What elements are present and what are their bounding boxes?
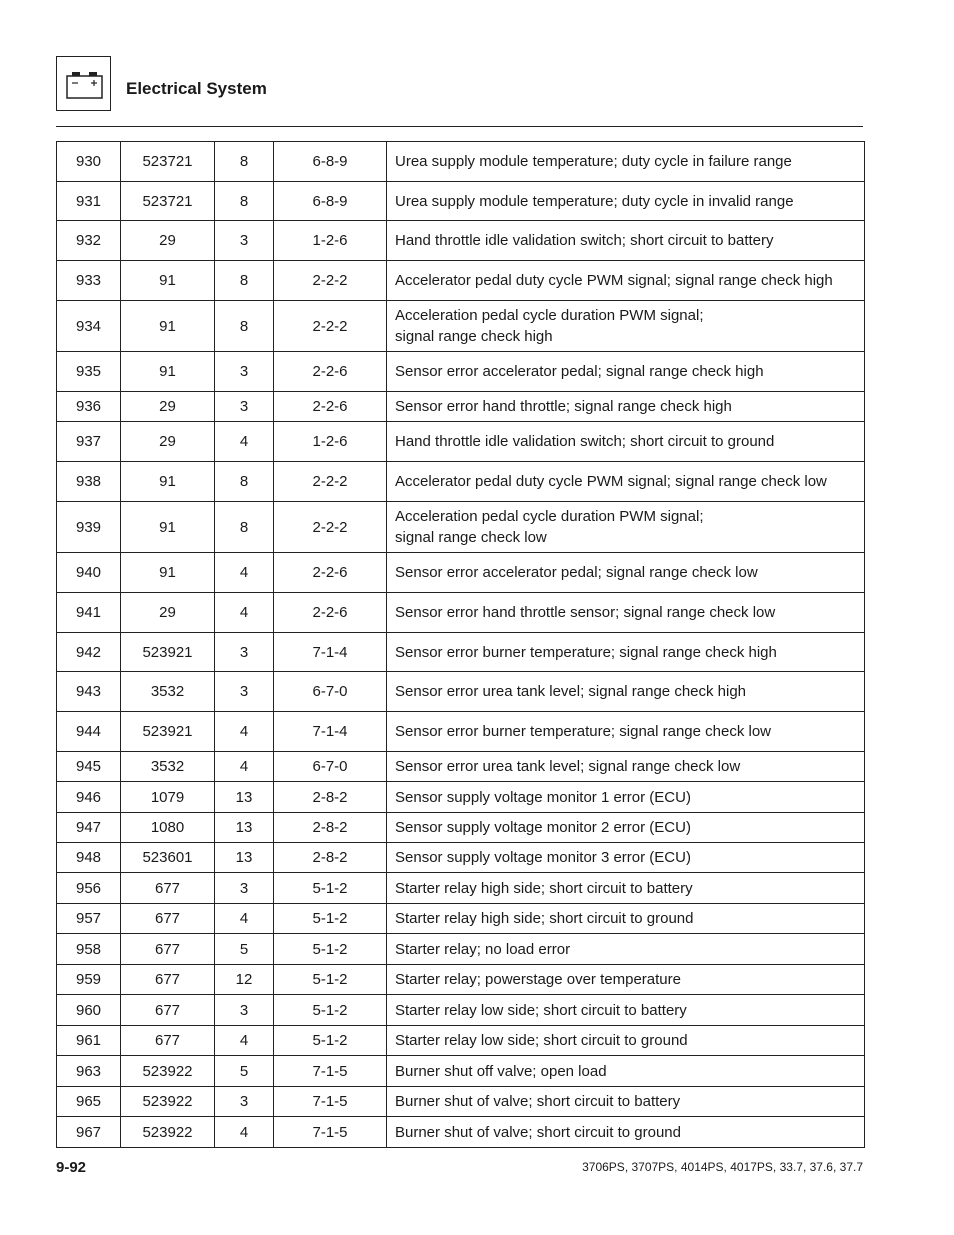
blink-code-cell: 2-2-6 bbox=[274, 593, 387, 633]
description-cell bbox=[387, 934, 865, 965]
spn-cell: 523601 bbox=[121, 843, 215, 873]
fmi-cell: 3 bbox=[215, 352, 274, 392]
table-row bbox=[57, 392, 865, 422]
blink-code-cell: 2-2-2 bbox=[274, 502, 387, 553]
description-line: Sensor error hand throttle; signal range check high bbox=[395, 398, 732, 415]
description-line: Sensor error accelerator pedal; signal range check high bbox=[395, 363, 764, 380]
spn-cell: 523922 bbox=[121, 1117, 215, 1148]
spn-cell: 91 bbox=[121, 553, 215, 593]
description-line: Sensor error urea tank level; signal range check high bbox=[395, 683, 747, 700]
description-line: Burner shut off valve; open load bbox=[395, 1062, 607, 1080]
spn-cell: 677 bbox=[121, 873, 215, 904]
fmi-cell: 5 bbox=[215, 934, 274, 965]
fmi-cell: 3 bbox=[215, 873, 274, 904]
code-cell: 942 bbox=[57, 633, 121, 672]
blink-code-cell: 7-1-4 bbox=[274, 633, 387, 672]
blink-code-cell: 5-1-2 bbox=[274, 1026, 387, 1056]
table-row bbox=[57, 873, 865, 904]
spn-cell: 523921 bbox=[121, 633, 215, 672]
description-cell bbox=[387, 352, 865, 392]
spn-cell: 677 bbox=[121, 1026, 215, 1056]
code-cell: 931 bbox=[57, 182, 121, 221]
description-cell bbox=[387, 672, 865, 712]
code-cell: 930 bbox=[57, 142, 121, 182]
code-cell: 947 bbox=[57, 813, 121, 843]
fmi-cell: 4 bbox=[215, 752, 274, 782]
description-line: Hand throttle idle validation switch; short circuit to ground bbox=[395, 433, 775, 450]
description-line: Acceleration pedal cycle duration PWM signal; bbox=[395, 307, 704, 324]
code-cell: 946 bbox=[57, 782, 121, 813]
blink-code-cell: 5-1-2 bbox=[274, 904, 387, 934]
description-line: Starter relay; no load error bbox=[395, 940, 571, 958]
spn-cell: 29 bbox=[121, 422, 215, 462]
blink-code-cell: 2-2-2 bbox=[274, 301, 387, 352]
table-row bbox=[57, 1026, 865, 1056]
code-cell: 958 bbox=[57, 934, 121, 965]
fmi-cell: 8 bbox=[215, 182, 274, 221]
section-logo bbox=[56, 56, 111, 111]
description-cell bbox=[387, 712, 865, 752]
description-line: Hand throttle idle validation switch; short circuit to battery bbox=[395, 232, 774, 249]
spn-cell: 29 bbox=[121, 221, 215, 261]
code-cell: 956 bbox=[57, 873, 121, 904]
spn-cell: 677 bbox=[121, 965, 215, 995]
blink-code-cell: 7-1-4 bbox=[274, 712, 387, 752]
description-line: Starter relay; powerstage over temperature bbox=[395, 971, 681, 988]
description-line: Sensor error urea tank level; signal range check low bbox=[395, 758, 741, 775]
spn-cell: 523922 bbox=[121, 1087, 215, 1117]
code-cell: 960 bbox=[57, 995, 121, 1026]
blink-code-cell: 2-2-6 bbox=[274, 352, 387, 392]
table-row bbox=[57, 752, 865, 782]
fmi-cell: 12 bbox=[215, 965, 274, 995]
code-cell: 935 bbox=[57, 352, 121, 392]
description-cell bbox=[387, 142, 865, 182]
table-row bbox=[57, 182, 865, 221]
spn-cell: 91 bbox=[121, 301, 215, 352]
code-cell: 944 bbox=[57, 712, 121, 752]
code-cell: 965 bbox=[57, 1087, 121, 1117]
description-cell bbox=[387, 633, 865, 672]
code-cell: 963 bbox=[57, 1056, 121, 1087]
error-code-table bbox=[56, 141, 865, 1148]
fmi-cell: 5 bbox=[215, 1056, 274, 1087]
description-cell bbox=[387, 422, 865, 462]
description-cell bbox=[387, 1087, 865, 1117]
table-row bbox=[57, 904, 865, 934]
table-row bbox=[57, 843, 865, 873]
blink-code-cell: 2-2-6 bbox=[274, 553, 387, 593]
description-cell bbox=[387, 1056, 865, 1087]
blink-code-cell: 2-8-2 bbox=[274, 843, 387, 873]
spn-cell: 1079 bbox=[121, 782, 215, 813]
blink-code-cell: 5-1-2 bbox=[274, 995, 387, 1026]
fmi-cell: 13 bbox=[215, 813, 274, 843]
description-line: Accelerator pedal duty cycle PWM signal; signal range check low bbox=[395, 473, 827, 490]
blink-code-cell: 5-1-2 bbox=[274, 934, 387, 965]
spn-cell: 523921 bbox=[121, 712, 215, 752]
fmi-cell: 8 bbox=[215, 502, 274, 553]
description-cell bbox=[387, 752, 865, 782]
description-line: Sensor supply voltage monitor 3 error (ECU) bbox=[395, 849, 691, 866]
spn-cell: 523721 bbox=[121, 182, 215, 221]
table-row bbox=[57, 813, 865, 843]
table-row bbox=[57, 352, 865, 392]
header-divider bbox=[56, 126, 863, 127]
spn-cell: 677 bbox=[121, 995, 215, 1026]
description-cell bbox=[387, 593, 865, 633]
table-row bbox=[57, 995, 865, 1026]
code-cell: 957 bbox=[57, 904, 121, 934]
blink-code-cell: 7-1-5 bbox=[274, 1087, 387, 1117]
fmi-cell: 3 bbox=[215, 995, 274, 1026]
table-row bbox=[57, 593, 865, 633]
spn-cell: 523721 bbox=[121, 142, 215, 182]
description-cell bbox=[387, 965, 865, 995]
description-cell bbox=[387, 392, 865, 422]
blink-code-cell: 6-8-9 bbox=[274, 182, 387, 221]
description-line: Acceleration pedal cycle duration PWM signal; bbox=[395, 508, 704, 525]
spn-cell: 91 bbox=[121, 261, 215, 301]
spn-cell: 523922 bbox=[121, 1056, 215, 1087]
description-cell bbox=[387, 1026, 865, 1056]
description-cell bbox=[387, 261, 865, 301]
model-list: 3706PS, 3707PS, 4014PS, 4017PS, 33.7, 37.6, 37.7 bbox=[582, 1160, 863, 1174]
code-cell: 932 bbox=[57, 221, 121, 261]
spn-cell: 29 bbox=[121, 392, 215, 422]
description-cell bbox=[387, 904, 865, 934]
blink-code-cell: 2-2-2 bbox=[274, 462, 387, 502]
table-row bbox=[57, 462, 865, 502]
table-row bbox=[57, 502, 865, 553]
fmi-cell: 4 bbox=[215, 553, 274, 593]
table-row bbox=[57, 633, 865, 672]
description-line: signal range check low bbox=[395, 529, 547, 546]
fmi-cell: 13 bbox=[215, 843, 274, 873]
code-cell: 948 bbox=[57, 843, 121, 873]
blink-code-cell: 1-2-6 bbox=[274, 221, 387, 261]
code-cell: 936 bbox=[57, 392, 121, 422]
code-cell: 938 bbox=[57, 462, 121, 502]
code-cell: 945 bbox=[57, 752, 121, 782]
fmi-cell: 3 bbox=[215, 672, 274, 712]
blink-code-cell: 6-8-9 bbox=[274, 142, 387, 182]
code-cell: 939 bbox=[57, 502, 121, 553]
description-line: Sensor error burner temperature; signal range check low bbox=[395, 723, 772, 740]
fmi-cell: 4 bbox=[215, 904, 274, 934]
code-cell: 933 bbox=[57, 261, 121, 301]
fmi-cell: 4 bbox=[215, 422, 274, 462]
table-row bbox=[57, 1117, 865, 1148]
table-row bbox=[57, 422, 865, 462]
fmi-cell: 8 bbox=[215, 462, 274, 502]
spn-cell: 1080 bbox=[121, 813, 215, 843]
description-line: Starter relay high side; short circuit to ground bbox=[395, 910, 694, 927]
description-line: Burner shut of valve; short circuit to battery bbox=[395, 1093, 681, 1110]
table-row bbox=[57, 261, 865, 301]
table-row bbox=[57, 221, 865, 261]
spn-cell: 3532 bbox=[121, 752, 215, 782]
description-line: Starter relay high side; short circuit to battery bbox=[395, 879, 693, 897]
code-cell: 937 bbox=[57, 422, 121, 462]
fmi-cell: 4 bbox=[215, 1117, 274, 1148]
blink-code-cell: 6-7-0 bbox=[274, 672, 387, 712]
table-row bbox=[57, 1087, 865, 1117]
table-row bbox=[57, 301, 865, 352]
blink-code-cell: 2-2-2 bbox=[274, 261, 387, 301]
page-number: 9-92 bbox=[56, 1159, 87, 1176]
description-cell bbox=[387, 502, 865, 553]
spn-cell: 677 bbox=[121, 904, 215, 934]
fmi-cell: 4 bbox=[215, 593, 274, 633]
blink-code-cell: 5-1-2 bbox=[274, 873, 387, 904]
spn-cell: 3532 bbox=[121, 672, 215, 712]
description-line: Sensor supply voltage monitor 2 error (ECU) bbox=[395, 819, 691, 836]
fmi-cell: 3 bbox=[215, 392, 274, 422]
description-cell bbox=[387, 462, 865, 502]
description-cell bbox=[387, 782, 865, 813]
description-cell bbox=[387, 813, 865, 843]
code-cell: 940 bbox=[57, 553, 121, 593]
section-title: Electrical System bbox=[126, 79, 267, 98]
description-line: Sensor error burner temperature; signal range check high bbox=[395, 643, 777, 661]
fmi-cell: 3 bbox=[215, 633, 274, 672]
table-row bbox=[57, 965, 865, 995]
table-row bbox=[57, 1056, 865, 1087]
table-row bbox=[57, 782, 865, 813]
description-line: Sensor error accelerator pedal; signal range check low bbox=[395, 564, 758, 581]
description-cell bbox=[387, 221, 865, 261]
code-cell: 941 bbox=[57, 593, 121, 633]
description-line: Burner shut of valve; short circuit to ground bbox=[395, 1123, 681, 1141]
description-line: Sensor supply voltage monitor 1 error (ECU) bbox=[395, 788, 691, 806]
blink-code-cell: 2-8-2 bbox=[274, 813, 387, 843]
spn-cell: 29 bbox=[121, 593, 215, 633]
description-line: Sensor error hand throttle sensor; signal range check low bbox=[395, 604, 776, 621]
fmi-cell: 3 bbox=[215, 221, 274, 261]
description-cell bbox=[387, 873, 865, 904]
description-line: Urea supply module temperature; duty cycle in invalid range bbox=[395, 192, 794, 210]
battery-icon bbox=[57, 57, 112, 112]
description-cell bbox=[387, 995, 865, 1026]
blink-code-cell: 6-7-0 bbox=[274, 752, 387, 782]
fmi-cell: 3 bbox=[215, 1087, 274, 1117]
description-line: Accelerator pedal duty cycle PWM signal; signal range check high bbox=[395, 272, 833, 289]
code-cell: 934 bbox=[57, 301, 121, 352]
description-line: signal range check high bbox=[395, 328, 553, 345]
fmi-cell: 4 bbox=[215, 712, 274, 752]
fmi-cell: 8 bbox=[215, 142, 274, 182]
blink-code-cell: 2-8-2 bbox=[274, 782, 387, 813]
description-cell bbox=[387, 1117, 865, 1148]
table-row bbox=[57, 672, 865, 712]
fmi-cell: 8 bbox=[215, 261, 274, 301]
blink-code-cell: 2-2-6 bbox=[274, 392, 387, 422]
code-cell: 967 bbox=[57, 1117, 121, 1148]
code-cell: 959 bbox=[57, 965, 121, 995]
code-cell: 943 bbox=[57, 672, 121, 712]
description-cell bbox=[387, 301, 865, 352]
spn-cell: 677 bbox=[121, 934, 215, 965]
description-cell bbox=[387, 553, 865, 593]
blink-code-cell: 5-1-2 bbox=[274, 965, 387, 995]
table-row bbox=[57, 712, 865, 752]
table-row bbox=[57, 934, 865, 965]
description-cell bbox=[387, 182, 865, 221]
fmi-cell: 13 bbox=[215, 782, 274, 813]
fmi-cell: 8 bbox=[215, 301, 274, 352]
fmi-cell: 4 bbox=[215, 1026, 274, 1056]
blink-code-cell: 7-1-5 bbox=[274, 1117, 387, 1148]
table-row bbox=[57, 142, 865, 182]
code-cell: 961 bbox=[57, 1026, 121, 1056]
description-cell bbox=[387, 843, 865, 873]
spn-cell: 91 bbox=[121, 462, 215, 502]
blink-code-cell: 1-2-6 bbox=[274, 422, 387, 462]
spn-cell: 91 bbox=[121, 502, 215, 553]
description-line: Starter relay low side; short circuit to battery bbox=[395, 1001, 687, 1019]
blink-code-cell: 7-1-5 bbox=[274, 1056, 387, 1087]
description-line: Starter relay low side; short circuit to ground bbox=[395, 1032, 688, 1049]
table-row bbox=[57, 553, 865, 593]
spn-cell: 91 bbox=[121, 352, 215, 392]
description-line: Urea supply module temperature; duty cycle in failure range bbox=[395, 153, 792, 170]
